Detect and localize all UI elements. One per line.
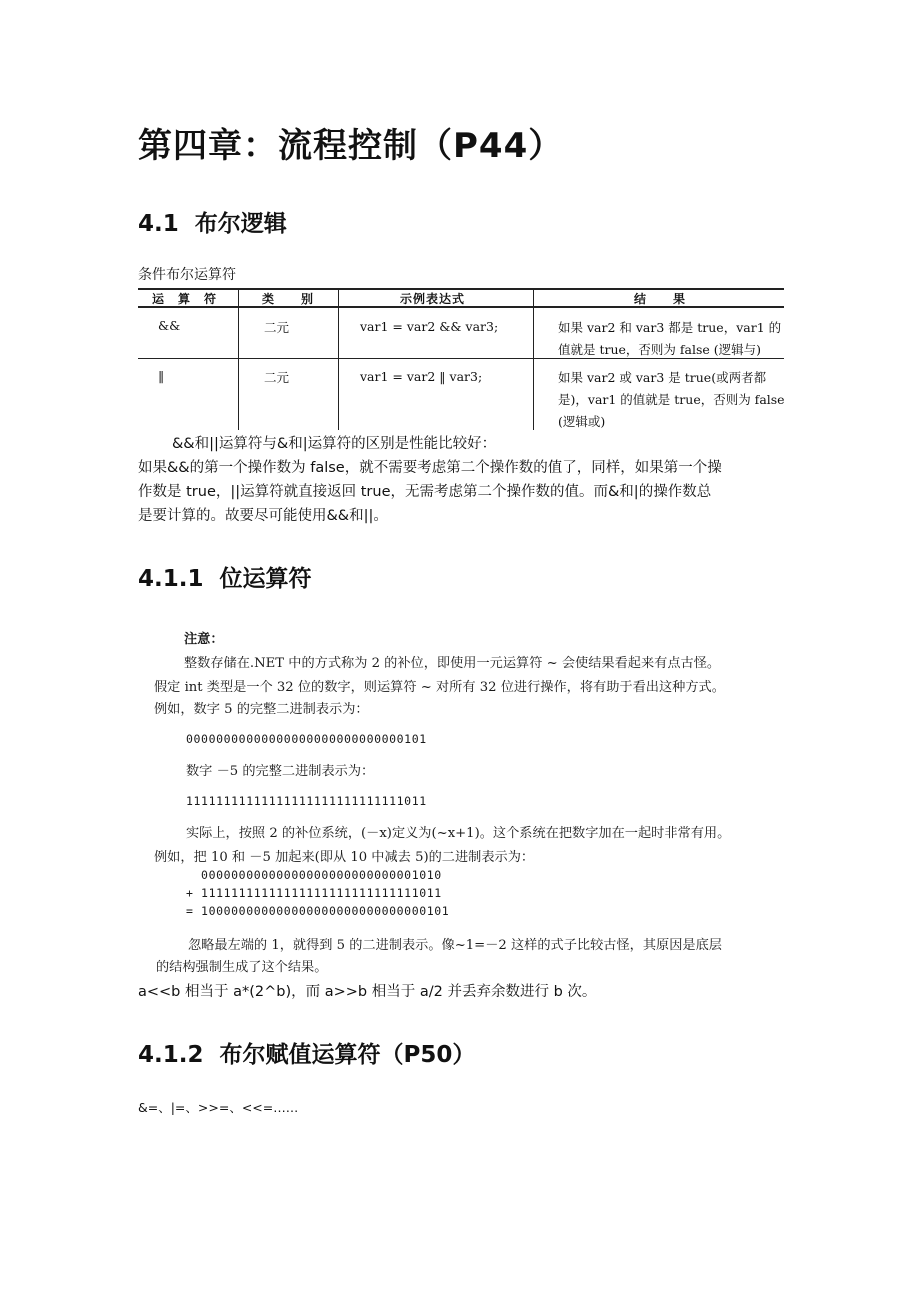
binary-minus-5: 11111111111111111111111111111011: [186, 794, 427, 808]
section-number: 4.1: [138, 211, 179, 237]
section-heading-4-1-2: [138, 1036, 475, 1069]
row1-example: var1 = var2 && var3;: [360, 319, 499, 334]
section-heading-4-1: [138, 205, 287, 238]
assignment-operators: &=、|=、>>=、<<=……: [138, 1100, 299, 1115]
explanation-paragraph: [138, 432, 722, 528]
row2-operator: ‖: [158, 368, 165, 383]
header-category: 类 别: [262, 292, 315, 306]
binary-sum-line-2: + 11111111111111111111111111111011: [186, 886, 442, 900]
note-line-6: 例如，把 10 和 －5 加起来(即从 10 中减去 5)的二进制表示为：: [154, 850, 535, 865]
scanned-note: [150, 622, 800, 978]
row2-result-line1: 如果 var2 或 var3 是 true(或两者都: [558, 370, 767, 385]
row1-operator: &&: [158, 318, 181, 333]
explanation-line-1: &&和||运算符与&和|运算符的区别是性能比较好：: [172, 436, 497, 452]
explanation-line-3: 作数是 true，||运算符就直接返回 true，无需考虑第二个操作数的值。而&和|的操作数总: [138, 484, 712, 500]
note-line-7: 忽略最左端的 1，就得到 5 的二进制表示。像~1=－2 这样的式子比较古怪，其原因是底层: [188, 938, 722, 953]
binary-5: 00000000000000000000000000000101: [186, 732, 427, 746]
binary-sum-line-1: 00000000000000000000000000001010: [186, 868, 442, 882]
row2-category: 二元: [264, 370, 290, 385]
header-operator: 运 算 符: [152, 292, 218, 306]
chapter-title: 第四章：流程控制（P44）: [138, 126, 564, 166]
note-line-5: 实际上，按照 2 的补位系统，(－x)定义为(~x+1)。这个系统在把数字加在一起时非常有用。: [186, 826, 731, 841]
note-line-2: 假定 int 类型是一个 32 位的数字，则运算符 ~ 对所有 32 位进行操作，将有助于看出这种方式。: [154, 680, 725, 695]
header-example: 示例表达式: [400, 292, 466, 306]
row2-result-line2: 是)，var1 的值就是 true，否则为 false: [558, 392, 785, 407]
note-line-3: 例如，数字 5 的完整二进制表示为：: [154, 702, 369, 717]
section-title: 位运算符: [219, 566, 312, 592]
section-number: 4.1.1: [138, 566, 204, 592]
row1-category: 二元: [264, 320, 290, 335]
row1-result-line2: 值就是 true，否则为 false (逻辑与): [558, 342, 762, 357]
row2-result-line3: (逻辑或): [558, 414, 606, 429]
operator-table: [138, 288, 784, 430]
note-line-8: 的结构强制生成了这个结果。: [156, 960, 328, 975]
note-line-1: 整数存储在.NET 中的方式称为 2 的补位，即使用一元运算符 ~ 会使结果看起来有点古怪。: [184, 656, 721, 671]
row2-example: var1 = var2 ‖ var3;: [360, 369, 483, 384]
shift-operator-line: a<<b 相当于 a*(2^b)，而 a>>b 相当于 a/2 并丢弃余数进行 b 次。: [138, 984, 597, 1000]
section-title: 布尔逻辑: [194, 211, 287, 237]
section-title: 布尔赋值运算符（P50）: [219, 1042, 476, 1068]
explanation-line-2: 如果&&的第一个操作数为 false，就不需要考虑第二个操作数的值了，同样，如果第一个操: [138, 460, 722, 476]
binary-sum-line-3: = 100000000000000000000000000000101: [186, 904, 450, 918]
section-number: 4.1.2: [138, 1042, 204, 1068]
note-title: 注意：: [184, 632, 224, 647]
row1-result-line1: 如果 var2 和 var3 都是 true，var1 的: [558, 320, 782, 335]
section-heading-4-1-1: [138, 560, 312, 593]
note-line-4: 数字 －5 的完整二进制表示为：: [186, 764, 375, 779]
header-result: 结 果: [634, 292, 687, 306]
explanation-line-4: 是要计算的。故要尽可能使用&&和||。: [138, 508, 388, 524]
table-caption: 条件布尔运算符: [138, 267, 236, 283]
